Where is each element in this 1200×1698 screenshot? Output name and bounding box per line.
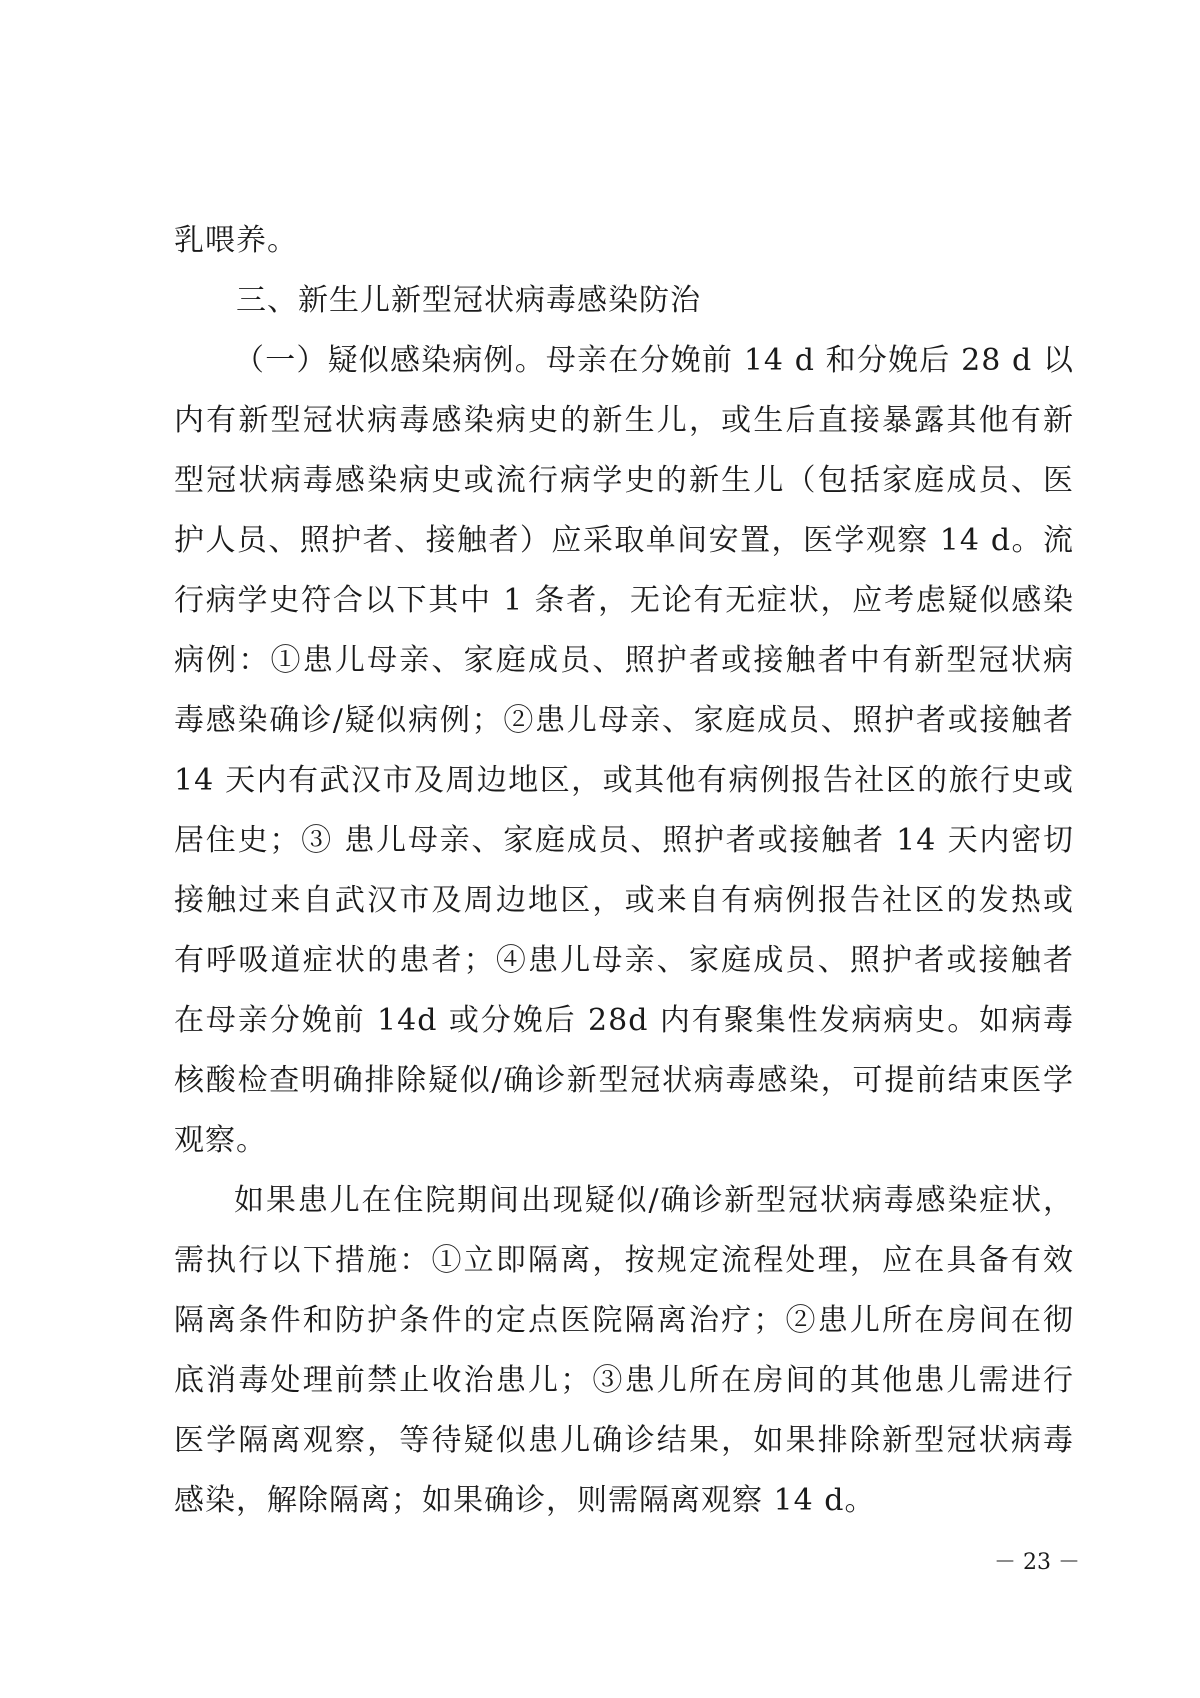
paragraph-line: 底消毒处理前禁止收治患儿；③患儿所在房间的其他患儿需进行 [174,1363,1074,1398]
paragraph-line: 居住史；③ 患儿母亲、家庭成员、照护者或接触者 14 天内密切 [174,823,1074,858]
paragraph-line: 行病学史符合以下其中 1 条者，无论有无症状，应考虑疑似感染 [174,583,1074,618]
paragraph-line: 接触过来自武汉市及周边地区，或来自有病例报告社区的发热或 [174,883,1074,918]
paragraph-line: 医学隔离观察，等待疑似患儿确诊结果，如果排除新型冠状病毒 [174,1423,1074,1458]
paragraph-line: 14 天内有武汉市及周边地区，或其他有病例报告社区的旅行史或 [174,763,1074,798]
page-number: － 23 － [994,1550,1080,1575]
paragraph-line: 乳喂养。 [174,223,298,258]
paragraph-line: 隔离条件和防护条件的定点医院隔离治疗；②患儿所在房间在彻 [174,1303,1074,1338]
paragraph-line: 需执行以下措施：①立即隔离，按规定流程处理，应在具备有效 [174,1243,1074,1278]
paragraph-line: 观察。 [174,1123,267,1158]
paragraph-line: 核酸检查明确排除疑似/确诊新型冠状病毒感染，可提前结束医学 [174,1063,1074,1098]
paragraph-line: 内有新型冠状病毒感染病史的新生儿，或生后直接暴露其他有新 [174,403,1074,438]
paragraph-line: 毒感染确诊/疑似病例；②患儿母亲、家庭成员、照护者或接触者 [174,703,1074,738]
paragraph-line: 护人员、照护者、接触者）应采取单间安置，医学观察 14 d。流 [174,523,1074,558]
paragraph-line: 感染，解除隔离；如果确诊，则需隔离观察 14 d。 [174,1483,876,1518]
paragraph-line: 病例：①患儿母亲、家庭成员、照护者或接触者中有新型冠状病 [174,643,1074,678]
section-heading: 三、新生儿新型冠状病毒感染防治 [236,283,701,318]
paragraph-line: 型冠状病毒感染病史或流行病学史的新生儿（包括家庭成员、医 [174,463,1074,498]
paragraph-line: 在母亲分娩前 14d 或分娩后 28d 内有聚集性发病病史。如病毒 [174,1003,1074,1038]
paragraph-line: 有呼吸道症状的患者；④患儿母亲、家庭成员、照护者或接触者 [174,943,1074,978]
paragraph-line: （一）疑似感染病例。母亲在分娩前 14 d 和分娩后 28 d 以 [234,343,1074,378]
paragraph-line: 如果患儿在住院期间出现疑似/确诊新型冠状病毒感染症状， [234,1183,1074,1218]
